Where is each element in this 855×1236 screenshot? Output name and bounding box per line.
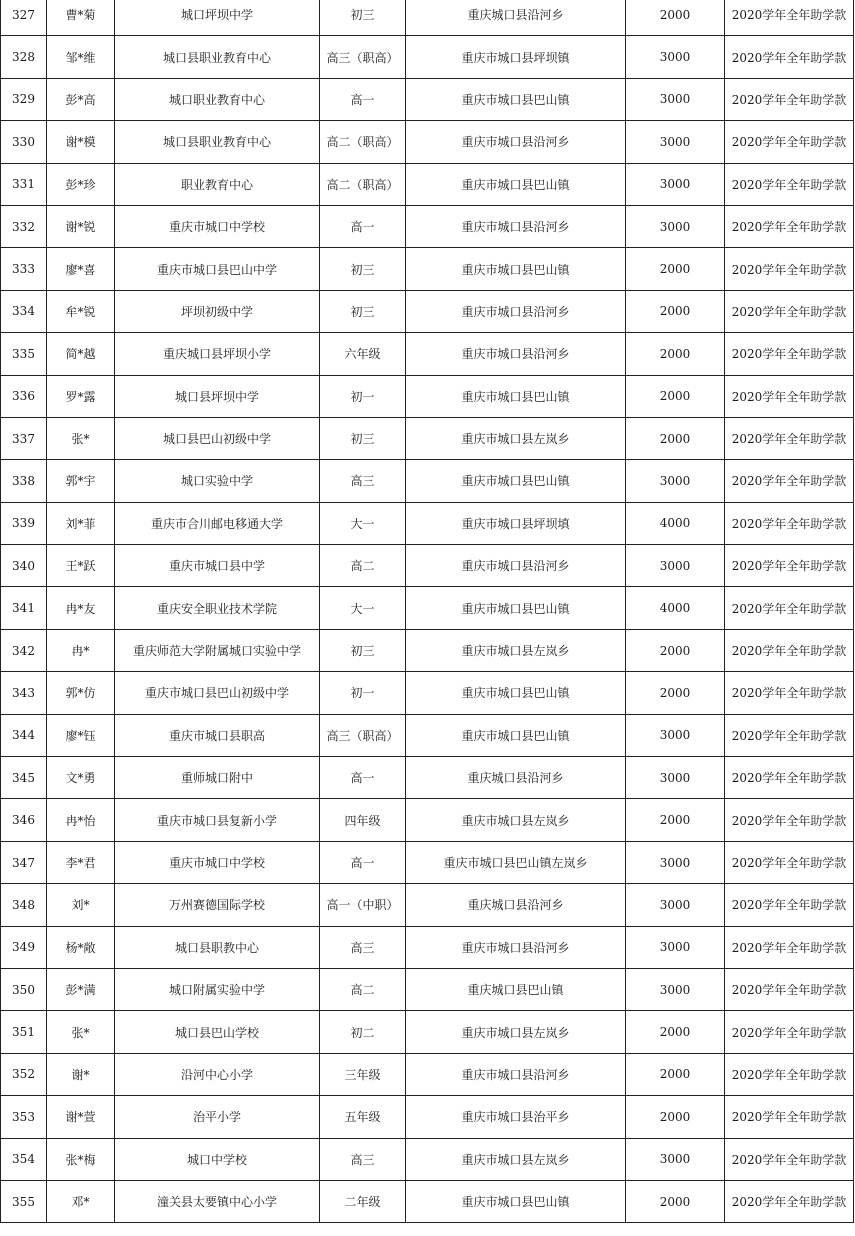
grade-cell: 四年级 <box>320 799 406 841</box>
school-cell: 城口县职业教育中心 <box>115 121 320 163</box>
grade-cell: 高一 <box>320 757 406 799</box>
grade-cell: 初二 <box>320 1011 406 1053</box>
address-cell: 重庆市城口县左岚乡 <box>406 799 626 841</box>
school-cell: 重庆城口县坪坝小学 <box>115 333 320 375</box>
table-row <box>1 1096 854 1138</box>
grade-cell: 高一（中职） <box>320 884 406 926</box>
address-cell: 重庆城口县巴山镇 <box>406 968 626 1010</box>
row-number-cell: 352 <box>1 1053 47 1095</box>
school-cell: 重庆市城口中学校 <box>115 841 320 883</box>
table-row <box>1 968 854 1010</box>
grade-cell: 初三 <box>320 417 406 459</box>
address-cell: 重庆市城口县沿河乡 <box>406 290 626 332</box>
name-cell: 彭*满 <box>47 968 115 1010</box>
address-cell: 重庆市城口县巴山镇 <box>406 460 626 502</box>
grade-cell: 高三（职高） <box>320 714 406 756</box>
school-cell: 城口县职教中心 <box>115 926 320 968</box>
table-row <box>1 163 854 205</box>
grade-cell: 五年级 <box>320 1096 406 1138</box>
table-row <box>1 629 854 671</box>
amount-cell: 2000 <box>626 672 725 714</box>
amount-cell: 3000 <box>626 460 725 502</box>
grade-cell: 高三 <box>320 1138 406 1180</box>
grade-cell: 大一 <box>320 502 406 544</box>
amount-cell: 3000 <box>626 1138 725 1180</box>
aid-type-cell: 2020学年全年助学款 <box>725 841 854 883</box>
school-cell: 治平小学 <box>115 1096 320 1138</box>
name-cell: 邓* <box>47 1180 115 1222</box>
aid-type-cell: 2020学年全年助学款 <box>725 460 854 502</box>
amount-cell: 3000 <box>626 163 725 205</box>
amount-cell: 2000 <box>626 1096 725 1138</box>
school-cell: 城口实验中学 <box>115 460 320 502</box>
table-row <box>1 36 854 78</box>
grade-cell: 高二（职高） <box>320 121 406 163</box>
name-cell: 谢*萱 <box>47 1096 115 1138</box>
table-row <box>1 1011 854 1053</box>
name-cell: 廖*喜 <box>47 248 115 290</box>
grade-cell: 初一 <box>320 375 406 417</box>
grade-cell: 高一 <box>320 841 406 883</box>
table-row <box>1 884 854 926</box>
name-cell: 张* <box>47 417 115 459</box>
name-cell: 张*梅 <box>47 1138 115 1180</box>
amount-cell: 2000 <box>626 1053 725 1095</box>
row-number-cell: 349 <box>1 926 47 968</box>
name-cell: 邹*维 <box>47 36 115 78</box>
name-cell: 杨*敞 <box>47 926 115 968</box>
name-cell: 彭*珍 <box>47 163 115 205</box>
school-cell: 重庆市城口县复新小学 <box>115 799 320 841</box>
row-number-cell: 328 <box>1 36 47 78</box>
school-cell: 重庆市城口县巴山初级中学 <box>115 672 320 714</box>
name-cell: 廖*钰 <box>47 714 115 756</box>
amount-cell: 2000 <box>626 1180 725 1222</box>
address-cell: 重庆市城口县沿河乡 <box>406 121 626 163</box>
table-row <box>1 417 854 459</box>
aid-type-cell: 2020学年全年助学款 <box>725 1011 854 1053</box>
address-cell: 重庆市城口县左岚乡 <box>406 629 626 671</box>
name-cell: 谢*锐 <box>47 205 115 247</box>
name-cell: 李*君 <box>47 841 115 883</box>
aid-type-cell: 2020学年全年助学款 <box>725 121 854 163</box>
row-number-cell: 339 <box>1 502 47 544</box>
amount-cell: 2000 <box>626 248 725 290</box>
row-number-cell: 338 <box>1 460 47 502</box>
school-cell: 城口职业教育中心 <box>115 78 320 120</box>
address-cell: 重庆市城口县沿河乡 <box>406 545 626 587</box>
table-row <box>1 290 854 332</box>
aid-type-cell: 2020学年全年助学款 <box>725 375 854 417</box>
name-cell: 刘*菲 <box>47 502 115 544</box>
address-cell: 重庆市城口县治平乡 <box>406 1096 626 1138</box>
school-cell: 城口坪坝中学 <box>115 0 320 36</box>
row-number-cell: 344 <box>1 714 47 756</box>
school-cell: 重庆市城口中学校 <box>115 205 320 247</box>
grade-cell: 高一 <box>320 205 406 247</box>
aid-type-cell: 2020学年全年助学款 <box>725 926 854 968</box>
aid-type-cell: 2020学年全年助学款 <box>725 1053 854 1095</box>
table-row <box>1 121 854 163</box>
table-row <box>1 248 854 290</box>
aid-type-cell: 2020学年全年助学款 <box>725 545 854 587</box>
address-cell: 重庆市城口县坪坝填 <box>406 502 626 544</box>
row-number-cell: 355 <box>1 1180 47 1222</box>
address-cell: 重庆市城口县左岚乡 <box>406 1011 626 1053</box>
school-cell: 万州赛德国际学校 <box>115 884 320 926</box>
row-number-cell: 333 <box>1 248 47 290</box>
grade-cell: 二年级 <box>320 1180 406 1222</box>
amount-cell: 2000 <box>626 375 725 417</box>
address-cell: 重庆市城口县沿河乡 <box>406 1053 626 1095</box>
table-row <box>1 205 854 247</box>
address-cell: 重庆市城口县坪坝镇 <box>406 36 626 78</box>
name-cell: 文*勇 <box>47 757 115 799</box>
school-cell: 坪坝初级中学 <box>115 290 320 332</box>
address-cell: 重庆市城口县沿河乡 <box>406 926 626 968</box>
grade-cell: 高二 <box>320 545 406 587</box>
row-number-cell: 342 <box>1 629 47 671</box>
amount-cell: 2000 <box>626 799 725 841</box>
row-number-cell: 327 <box>1 0 47 36</box>
row-number-cell: 345 <box>1 757 47 799</box>
school-cell: 城口中学校 <box>115 1138 320 1180</box>
name-cell: 王*跃 <box>47 545 115 587</box>
school-cell: 城口县巴山初级中学 <box>115 417 320 459</box>
table-row <box>1 545 854 587</box>
row-number-cell: 332 <box>1 205 47 247</box>
address-cell: 重庆市城口县巴山镇 <box>406 587 626 629</box>
grade-cell: 高一 <box>320 78 406 120</box>
amount-cell: 3000 <box>626 757 725 799</box>
name-cell: 谢* <box>47 1053 115 1095</box>
grade-cell: 初三 <box>320 290 406 332</box>
amount-cell: 2000 <box>626 333 725 375</box>
row-number-cell: 354 <box>1 1138 47 1180</box>
aid-type-cell: 2020学年全年助学款 <box>725 290 854 332</box>
name-cell: 郭*仿 <box>47 672 115 714</box>
table-row <box>1 1138 854 1180</box>
address-cell: 重庆市城口县巴山镇左岚乡 <box>406 841 626 883</box>
table-row <box>1 672 854 714</box>
address-cell: 重庆市城口县沿河乡 <box>406 333 626 375</box>
school-cell: 职业教育中心 <box>115 163 320 205</box>
school-cell: 重庆安全职业技术学院 <box>115 587 320 629</box>
row-number-cell: 334 <box>1 290 47 332</box>
table-row <box>1 587 854 629</box>
aid-type-cell: 2020学年全年助学款 <box>725 884 854 926</box>
name-cell: 简*越 <box>47 333 115 375</box>
grade-cell: 高三 <box>320 460 406 502</box>
amount-cell: 3000 <box>626 36 725 78</box>
row-number-cell: 329 <box>1 78 47 120</box>
school-cell: 重庆市城口县职高 <box>115 714 320 756</box>
school-cell: 重庆市城口县巴山中学 <box>115 248 320 290</box>
amount-cell: 3000 <box>626 884 725 926</box>
grade-cell: 初三 <box>320 629 406 671</box>
aid-type-cell: 2020学年全年助学款 <box>725 333 854 375</box>
amount-cell: 4000 <box>626 587 725 629</box>
grade-cell: 六年级 <box>320 333 406 375</box>
aid-type-cell: 2020学年全年助学款 <box>725 0 854 36</box>
table-row <box>1 799 854 841</box>
address-cell: 重庆市城口县巴山镇 <box>406 78 626 120</box>
school-cell: 城口附属实验中学 <box>115 968 320 1010</box>
name-cell: 冉* <box>47 629 115 671</box>
row-number-cell: 340 <box>1 545 47 587</box>
table-row <box>1 502 854 544</box>
address-cell: 重庆城口县沿河乡 <box>406 0 626 36</box>
aid-type-cell: 2020学年全年助学款 <box>725 1096 854 1138</box>
row-number-cell: 337 <box>1 417 47 459</box>
table-row <box>1 1180 854 1222</box>
table-row <box>1 460 854 502</box>
school-cell: 重师城口附中 <box>115 757 320 799</box>
aid-type-cell: 2020学年全年助学款 <box>725 799 854 841</box>
table-row <box>1 78 854 120</box>
grade-cell: 初一 <box>320 672 406 714</box>
aid-type-cell: 2020学年全年助学款 <box>725 205 854 247</box>
amount-cell: 3000 <box>626 926 725 968</box>
table-row <box>1 0 854 36</box>
row-number-cell: 330 <box>1 121 47 163</box>
grade-cell: 大一 <box>320 587 406 629</box>
aid-type-cell: 2020学年全年助学款 <box>725 587 854 629</box>
row-number-cell: 346 <box>1 799 47 841</box>
amount-cell: 2000 <box>626 1011 725 1053</box>
amount-cell: 2000 <box>626 290 725 332</box>
name-cell: 彭*高 <box>47 78 115 120</box>
aid-type-cell: 2020学年全年助学款 <box>725 163 854 205</box>
name-cell: 冉*怡 <box>47 799 115 841</box>
school-cell: 沿河中心小学 <box>115 1053 320 1095</box>
table-row <box>1 333 854 375</box>
grade-cell: 高三（职高） <box>320 36 406 78</box>
row-number-cell: 341 <box>1 587 47 629</box>
table-row <box>1 841 854 883</box>
table-row <box>1 1053 854 1095</box>
aid-type-cell: 2020学年全年助学款 <box>725 248 854 290</box>
address-cell: 重庆城口县沿河乡 <box>406 757 626 799</box>
name-cell: 牟*锐 <box>47 290 115 332</box>
school-cell: 重庆市合川邮电移通大学 <box>115 502 320 544</box>
grade-cell: 高二 <box>320 968 406 1010</box>
address-cell: 重庆市城口县巴山镇 <box>406 672 626 714</box>
row-number-cell: 351 <box>1 1011 47 1053</box>
school-cell: 城口县坪坝中学 <box>115 375 320 417</box>
aid-type-cell: 2020学年全年助学款 <box>725 629 854 671</box>
aid-type-cell: 2020学年全年助学款 <box>725 672 854 714</box>
address-cell: 重庆市城口县巴山镇 <box>406 163 626 205</box>
name-cell: 罗*露 <box>47 375 115 417</box>
table-row <box>1 714 854 756</box>
aid-type-cell: 2020学年全年助学款 <box>725 968 854 1010</box>
amount-cell: 4000 <box>626 502 725 544</box>
amount-cell: 3000 <box>626 841 725 883</box>
aid-type-cell: 2020学年全年助学款 <box>725 502 854 544</box>
aid-type-cell: 2020学年全年助学款 <box>725 1180 854 1222</box>
name-cell: 谢*模 <box>47 121 115 163</box>
name-cell: 张* <box>47 1011 115 1053</box>
row-number-cell: 347 <box>1 841 47 883</box>
address-cell: 重庆市城口县左岚乡 <box>406 417 626 459</box>
grade-cell: 三年级 <box>320 1053 406 1095</box>
aid-type-cell: 2020学年全年助学款 <box>725 417 854 459</box>
row-number-cell: 335 <box>1 333 47 375</box>
name-cell: 冉*友 <box>47 587 115 629</box>
amount-cell: 3000 <box>626 78 725 120</box>
school-cell: 城口县巴山学校 <box>115 1011 320 1053</box>
name-cell: 刘* <box>47 884 115 926</box>
aid-type-cell: 2020学年全年助学款 <box>725 78 854 120</box>
address-cell: 重庆市城口县沿河乡 <box>406 205 626 247</box>
aid-type-cell: 2020学年全年助学款 <box>725 714 854 756</box>
aid-type-cell: 2020学年全年助学款 <box>725 1138 854 1180</box>
aid-type-cell: 2020学年全年助学款 <box>725 757 854 799</box>
amount-cell: 3000 <box>626 714 725 756</box>
row-number-cell: 350 <box>1 968 47 1010</box>
table-row <box>1 926 854 968</box>
amount-cell: 2000 <box>626 417 725 459</box>
amount-cell: 3000 <box>626 121 725 163</box>
address-cell: 重庆市城口县巴山镇 <box>406 714 626 756</box>
row-number-cell: 331 <box>1 163 47 205</box>
amount-cell: 2000 <box>626 0 725 36</box>
row-number-cell: 353 <box>1 1096 47 1138</box>
school-cell: 重庆师范大学附属城口实验中学 <box>115 629 320 671</box>
amount-cell: 3000 <box>626 968 725 1010</box>
amount-cell: 2000 <box>626 629 725 671</box>
school-cell: 城口县职业教育中心 <box>115 36 320 78</box>
grade-cell: 初三 <box>320 0 406 36</box>
address-cell: 重庆市城口县巴山镇 <box>406 375 626 417</box>
table-row <box>1 757 854 799</box>
table-body <box>1 0 854 1223</box>
name-cell: 曹*菊 <box>47 0 115 36</box>
table-row <box>1 375 854 417</box>
amount-cell: 3000 <box>626 545 725 587</box>
aid-type-cell: 2020学年全年助学款 <box>725 36 854 78</box>
amount-cell: 3000 <box>626 205 725 247</box>
school-cell: 重庆市城口县中学 <box>115 545 320 587</box>
grade-cell: 高三 <box>320 926 406 968</box>
grade-cell: 初三 <box>320 248 406 290</box>
name-cell: 郭*宇 <box>47 460 115 502</box>
row-number-cell: 343 <box>1 672 47 714</box>
row-number-cell: 348 <box>1 884 47 926</box>
address-cell: 重庆城口县沿河乡 <box>406 884 626 926</box>
address-cell: 重庆市城口县左岚乡 <box>406 1138 626 1180</box>
grade-cell: 高二（职高） <box>320 163 406 205</box>
address-cell: 重庆市城口县巴山镇 <box>406 248 626 290</box>
row-number-cell: 336 <box>1 375 47 417</box>
school-cell: 潼关县太要镇中心小学 <box>115 1180 320 1222</box>
address-cell: 重庆市城口县巴山镇 <box>406 1180 626 1222</box>
